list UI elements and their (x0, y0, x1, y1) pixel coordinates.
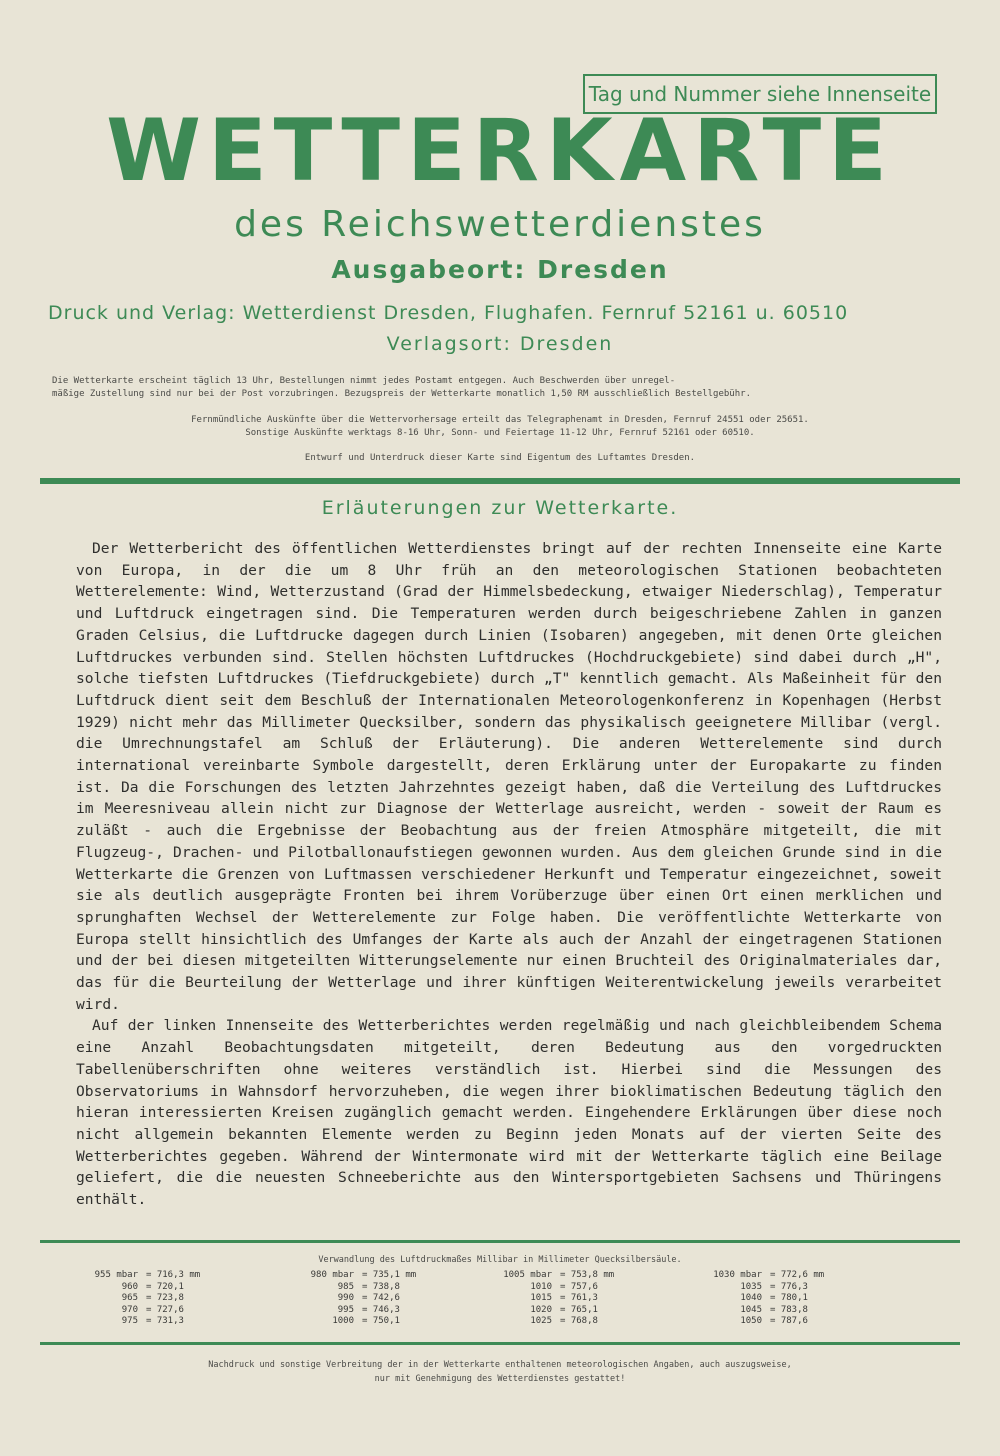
conversion-row: 1025 = 768,8 (530, 1316, 598, 1326)
divider-bottom (40, 1342, 960, 1345)
footer-line-2: nur mit Genehmigung des Wetterdienstes gestattet! (374, 1374, 626, 1384)
verlagsort: Verlagsort: Dresden (386, 333, 614, 355)
conversion-row: 985 = 738,8 (337, 1281, 400, 1292)
conversion-row: 1000 = 750,1 (332, 1316, 400, 1326)
conversion-row: 995 = 746,3 (337, 1304, 400, 1315)
conversion-row: 1030 mbar = 772,6 mm (713, 1270, 825, 1280)
info-line-3: Fernmündliche Auskünfte über die Wettervorhersage erteilt das Telegraphenamt in Dresden, Fernruf 24551 oder 25651. (191, 415, 809, 425)
footer-line-1: Nachdruck und sonstige Verbreitung der in der Wetterkarte enthaltenen meteorologischen Angaben, auch auszugsweise, (208, 1360, 792, 1370)
conversion-row: 1005 mbar = 753,8 mm (503, 1270, 615, 1280)
divider-top (40, 478, 960, 484)
divider-conversion-top (40, 1240, 960, 1243)
info-line-4: Sonstige Auskünfte werktags 8-16 Uhr, Sonn- und Feiertage 11-12 Uhr, Fernruf 52161 oder 60510. (245, 428, 755, 438)
page-title: WETTERKARTE (106, 101, 894, 201)
footer-notice (0, 1358, 1000, 1386)
conversion-row: 980 mbar = 735,1 mm (310, 1270, 417, 1280)
info-line-5: Entwurf und Unterdruck dieser Karte sind Eigentum des Luftamtes Dresden. (304, 453, 696, 463)
conversion-row: 965 = 723,8 (121, 1293, 184, 1303)
subtitle: des Reichswetterdienstes (234, 204, 766, 245)
conversion-column-2 (292, 1270, 416, 1328)
conversion-row: 1020 = 765,1 (530, 1304, 598, 1315)
conversion-row: 1040 = 780,1 (740, 1293, 808, 1303)
conversion-row: 1010 = 757,6 (530, 1281, 598, 1292)
conversion-row: 1050 = 787,6 (740, 1316, 808, 1326)
conversion-row: 990 = 742,6 (337, 1293, 400, 1303)
paragraph-2: Auf der linken Innenseite des Wetterberichtes werden regelmäßig und nach gleichbleibendem Schema eine Anzahl Beobachtungsdaten mitgeteilt, deren Bedeutung aus den vorgedruckten Tabellenüberschriften ohne weiteres verständlich ist. Hierbei sind die Messungen des Observatoriums in Wahnsdorf hervorzuheben, die wegen ihrer bioklimatischen Bedeutung täglich den hieran interessierten Kreisen zugänglich gemacht werden. Eingehendere Erklärungen über diese noch nicht allgemein bekannten Elemente werden zu Beginn jeden Monats auf der vierten Seite des Wetterberichtes gegeben. Während der Wintermonate wird mit der Wetterkarte täglich eine Beilage geliefert, die die neuesten Schneeberichte aus den Wintersportgebieten Sachsens und Thüringens enthält. (76, 1017, 942, 1209)
paragraph-1: Der Wetterbericht des öffentlichen Wetterdienstes bringt auf der rechten Innenseite eine Karte von Europa, in der die um 8 Uhr früh an den meteorologischen Stationen beobachteten Wetterelemente: Wind, Wetterzustand (Grad der Himmelsbedeckung, etwaiger Niederschlag), Temperatur und Luftdruck eingetragen sind. Die Temperaturen werden durch beigeschriebene Zahlen in ganzen Graden Celsius, die Luftdrucke dagegen durch Linien (Isobaren) angegeben, mit denen Orte gleichen Luftdruckes verbunden sind. Stellen höchsten Luftdruckes (Hochdruckgebiete) sind dabei durch „H", solche tiefsten Luftdruckes (Tiefdruckgebiete) durch „T" kenntlich gemacht. Als Maßeinheit für den Luftdruck dient seit dem Beschluß der Internationalen Meteorologenkonferenz in Kopenhagen (Herbst 1929) nicht mehr das Millimeter Quecksilber, sondern das physikalisch geeignetere Millibar (vergl. die Umrechnungstafel am Schluß der Erläuterung). Die anderen Wetterelemente sind durch international vereinbarte Symbole dargestellt, deren Erklärung unter der Europakarte zu finden ist. Da die Forschungen des letzten Jahrzehntes gezeigt haben, daß die Verteilung des Luftdruckes im Meeresniveau allein nicht zur Diagnose der Wetterlage ausreicht, werden - soweit der Raum es zuläßt - auch die Ergebnisse der Beobachtung aus der freien Atmosphäre mitgeteilt, die mit Flugzeug-, Drachen- und Pilotballonaufstiegen gewonnen wurden. Aus dem gleichen Grunde sind in die Wetterkarte die Grenzen von Luftmassen verschiedener Herkunft und Temperatur eingezeichnet, soweit sie als deutlich ausgeprägte Fronten bei ihrem Vorüberzuge über einen Ort einen merklichen und sprunghaften Wechsel der Wetterelemente zur Folge haben. Die veröffentlichte Wetterkarte von Europa stellt hinsichtlich des Umfanges der Karte als auch der Anzahl der eingetragenen Stationen und der bei diesen mitgeteilten Witterungselemente nur einen Bruchteil des Originalmateriales dar, das für die Beurteilung der Wetterlage und ihrer künftigen Weiterentwickelung jeweils verarbeitet wird. (76, 540, 942, 1013)
conversion-column-4 (700, 1270, 824, 1328)
tag-number-box: Tag und Nummer siehe Innenseite (583, 74, 937, 114)
conversion-title: Verwandlung des Luftdruckmaßes Millibar in Millimeter Quecksilbersäule. (318, 1255, 682, 1265)
conversion-row: 1015 = 761,3 (530, 1293, 598, 1303)
conversion-column-3 (490, 1270, 614, 1328)
info-line-2: mäßige Zustellung sind nur bei der Post vorzubringen. Bezugspreis der Wetterkarte monatlich 1,50 RM ausschließlich Bestellgebühr. (52, 389, 751, 399)
info-line-1: Die Wetterkarte erscheint täglich 13 Uhr, Bestellungen nimmt jedes Postamt entgegen. Auch Beschwerden über unregel- (52, 376, 676, 386)
druck-verlag-line: Druck und Verlag: Wetterdienst Dresden, Flughafen. Fernruf 52161 u. 60510 (48, 302, 849, 324)
conversion-row: 960 = 720,1 (121, 1281, 184, 1292)
conversion-row: 955 mbar = 716,3 mm (94, 1270, 201, 1280)
conversion-row: 1035 = 776,3 (740, 1281, 808, 1292)
explanation-text (76, 538, 942, 1211)
conversion-row: 975 = 731,3 (121, 1316, 184, 1326)
section-title: Erläuterungen zur Wetterkarte. (321, 497, 679, 519)
conversion-row: 970 = 727,6 (121, 1304, 184, 1315)
conversion-row: 1045 = 783,8 (740, 1304, 808, 1315)
conversion-column-1 (76, 1270, 200, 1328)
ausgabeort: Ausgabeort: Dresden (331, 255, 669, 284)
